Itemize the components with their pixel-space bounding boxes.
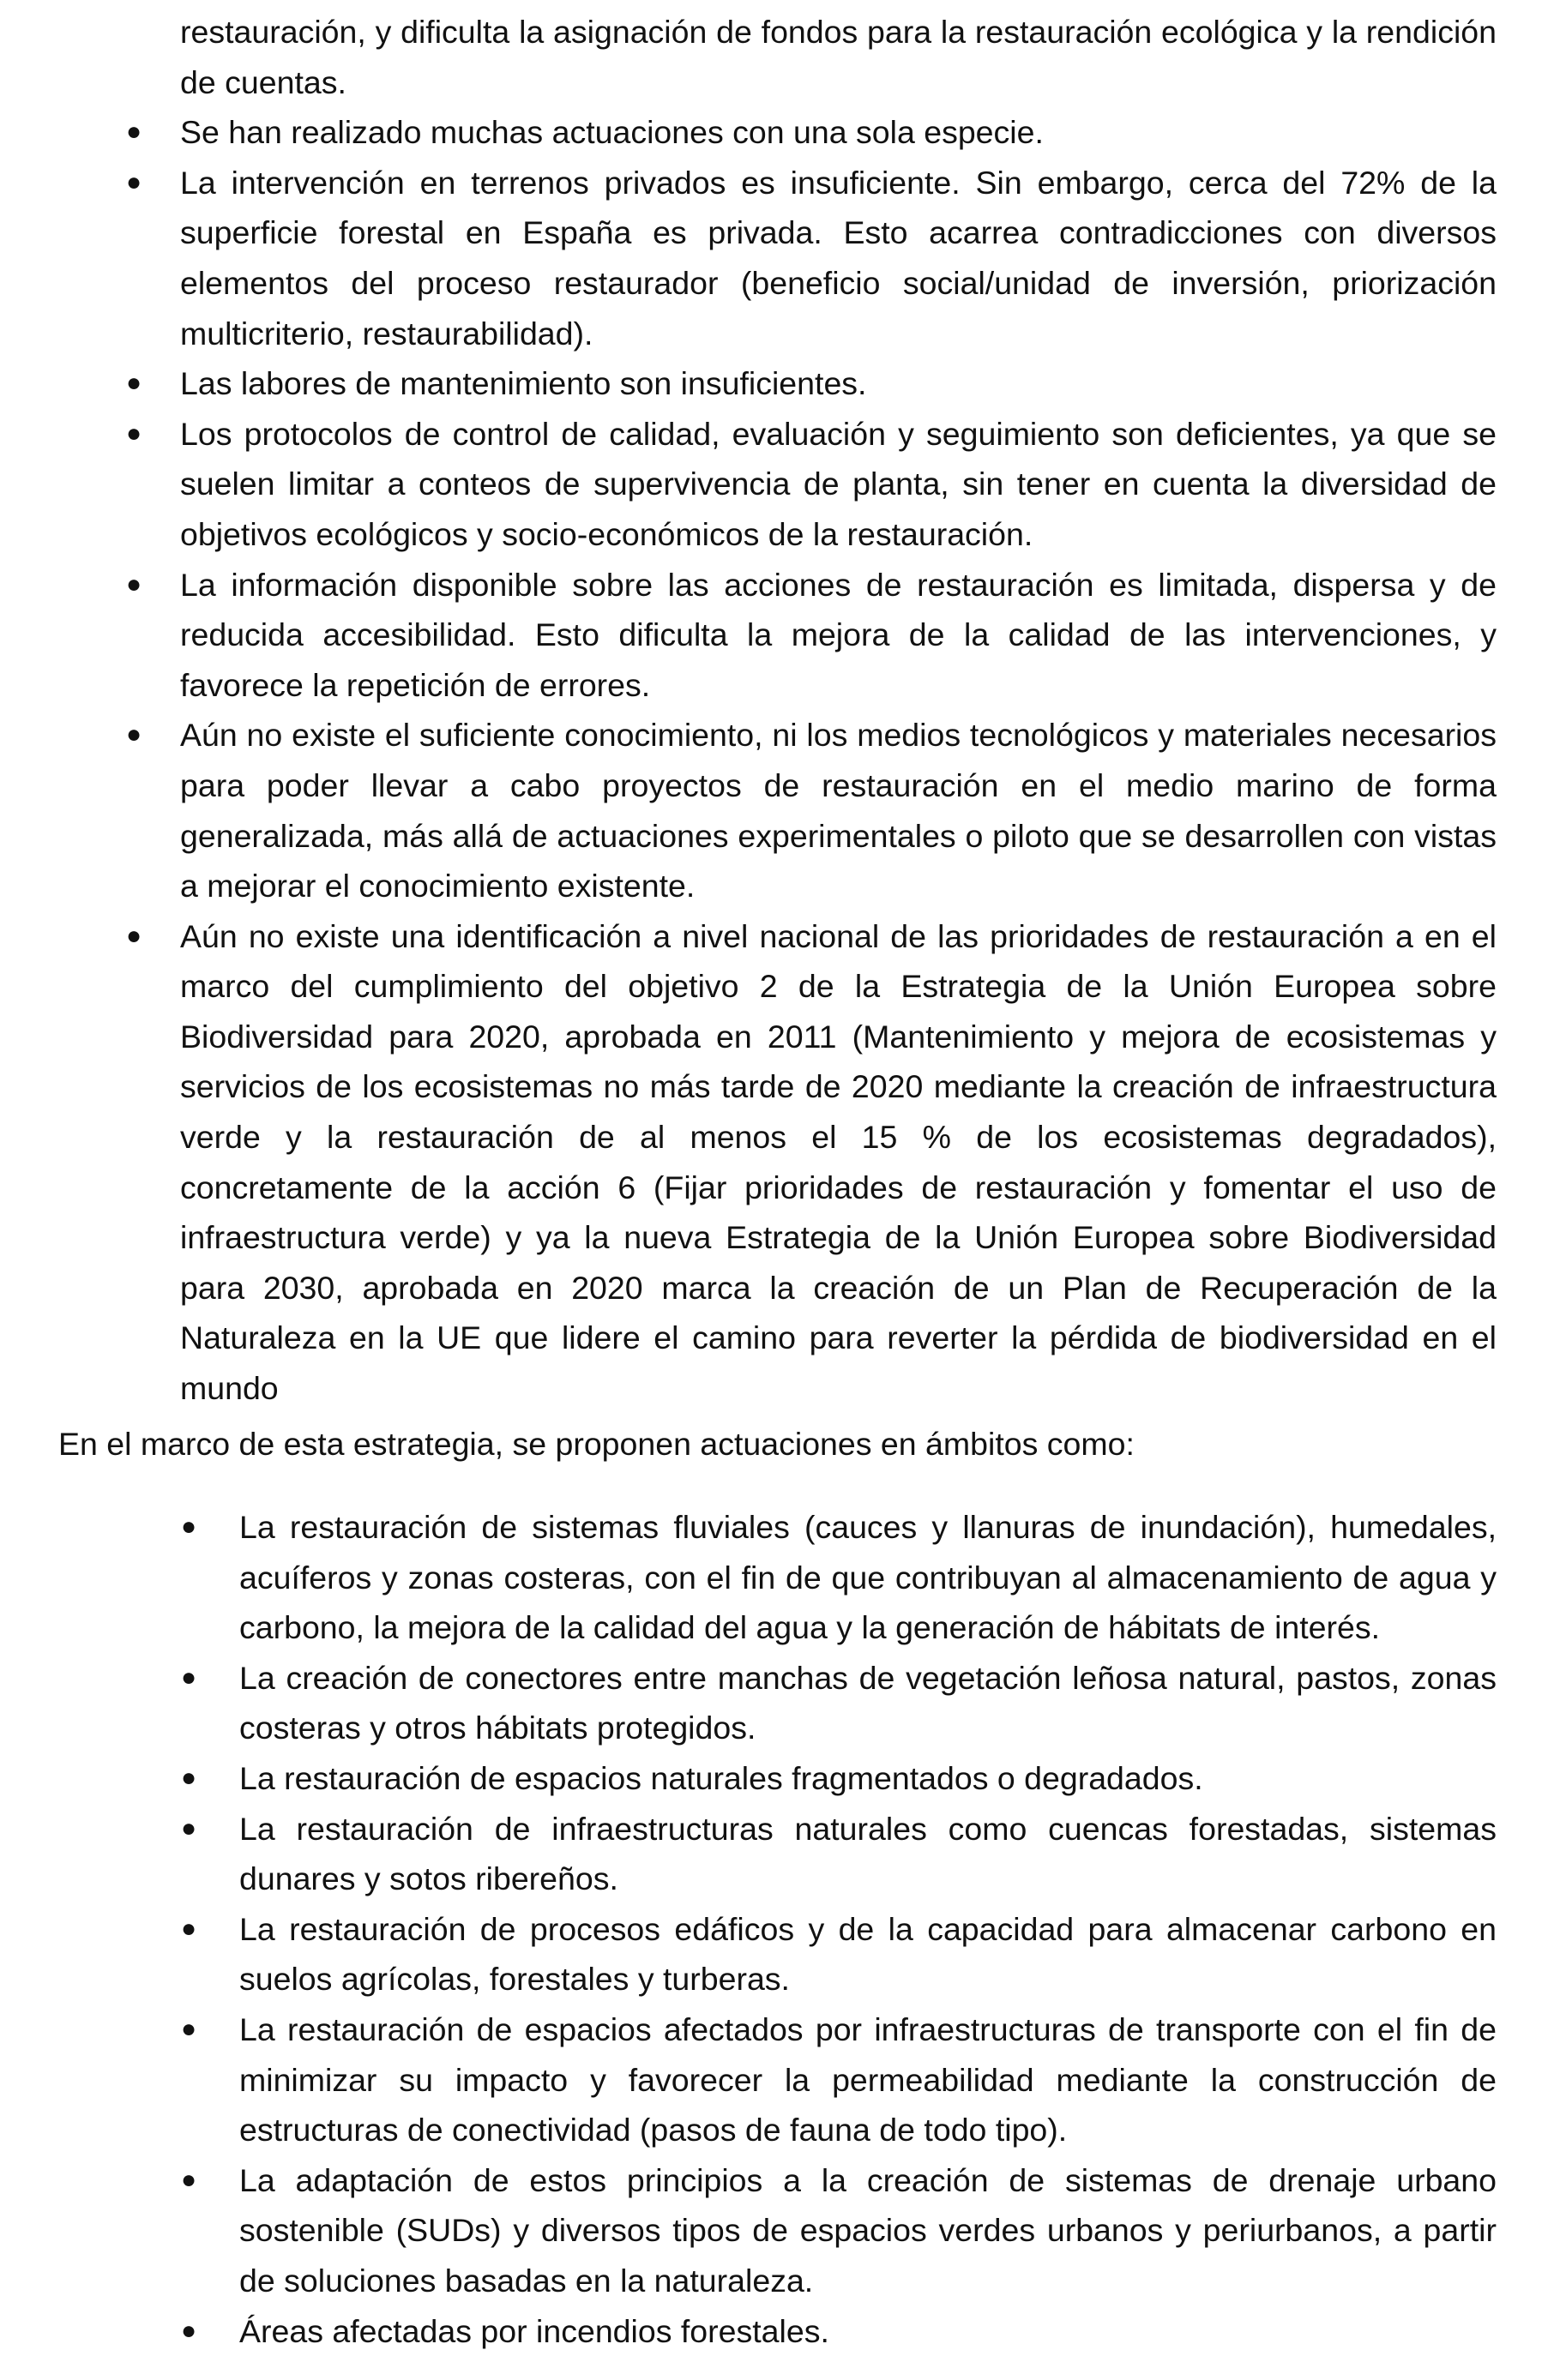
list-item-text: La restauración de espacios afectados por infraestructuras de transporte con el fin de minimizar su impacto y favorecer la permeabilidad mediante la construcción de estructuras de conectividad (pasos de fauna de todo tipo).: [239, 2010, 1497, 2149]
list-item: [181, 1804, 1497, 1904]
list-item-text: Se han realizado muchas actuaciones con una sola especie.: [180, 114, 1044, 151]
list-item-text: Áreas afectadas por incendios forestales.: [239, 2312, 829, 2349]
bullet-icon: ●: [181, 1763, 197, 1792]
list-item-text: La restauración de procesos edáficos y de la capacidad para almacenar carbono en suelos agrícolas, forestales y turberas.: [239, 1910, 1497, 1998]
list-item-text: La creación de conectores entre manchas de vegetación leñosa natural, pastos, zonas costeras y otros hábitats protegidos.: [239, 1659, 1497, 1746]
list-item-text: La adaptación de estos principios a la creación de sistemas de drenaje urbano sostenible (SUDs) y diversos tipos de espacios verdes urbanos y periurbanos, a partir de soluciones basadas en la naturaleza.: [239, 2161, 1497, 2299]
bullet-icon: ●: [181, 2316, 197, 2345]
bullet-icon: ●: [126, 117, 142, 147]
list-item-text: Aún no existe una identificación a nivel nacional de las prioridades de restauración a en el marco del cumplimiento del objetivo 2 de la Estrategia de la Unión Europea sobre Biodiversidad para 2020, aprobada en 2011 (Mantenimiento y mejora de ecosistemas y servicios de los ecosistemas no más tarde de 2020 mediante la creación de infraestructura verde y la restauración de al menos el 15 % de los ecosistemas degradados), concretamente de la acción 6 (Fijar prioridades de restauración y fomentar el uso de infraestructura verde) y ya la nueva Estrategia de la Unión Europea sobre Biodiversidad para 2030, aprobada en 2020 marca la creación de un Plan de Recuperación de la Naturaleza en la UE que lidere el camino para reverter la pérdida de biodiversidad en el mundo: [180, 917, 1497, 1407]
list-item-continuation: [180, 7, 1497, 107]
bullet-icon: ●: [181, 2014, 197, 2043]
bullet-icon: ●: [181, 1813, 197, 1842]
list-item: [181, 2004, 1497, 2155]
bullet-icon: ●: [126, 720, 142, 749]
list-item-text: La intervención en terrenos privados es insuficiente. Sin embargo, cerca del 72% de la superficie forestal en España es privada. Esto acarrea contradicciones con diversos elementos del proceso restaurador (beneficio social/unidad de inversión, priorización multicriterio, restaurabilidad).: [180, 164, 1497, 352]
bullet-icon: ●: [181, 1914, 197, 1943]
list-item: [181, 2306, 1497, 2357]
list-item: [126, 358, 1497, 409]
list-item: [181, 2155, 1497, 2306]
list-item: [181, 1653, 1497, 1753]
list-item: [181, 1904, 1497, 2004]
list-item-text: La restauración de infraestructuras naturales como cuencas forestadas, sistemas dunares y sotos ribereños.: [239, 1810, 1497, 1897]
list-item: [126, 560, 1497, 711]
bullet-icon: ●: [181, 1662, 197, 1692]
list-item-text: Las labores de mantenimiento son insuficientes.: [180, 365, 867, 402]
list-item-text: La restauración de espacios naturales fragmentados o degradados.: [239, 1759, 1203, 1796]
list-item: [126, 911, 1497, 1414]
actions-list: [181, 1502, 1497, 2356]
list-item: [181, 1753, 1497, 1804]
list-item-text: Aún no existe el suficiente conocimiento, ni los medios tecnológicos y materiales necesarios para poder llevar a cabo proyectos de restauración en el medio marino de forma generalizada, más allá de actuaciones experimentales o piloto que se desarrollen con vistas a mejorar el conocimiento existente.: [180, 717, 1497, 905]
problems-list: [126, 7, 1497, 1414]
list-item-text: La restauración de sistemas fluviales (cauces y llanuras de inundación), humedales, acuíferos y zonas costeras, con el fin de que contribuyan al almacenamiento de agua y carbono, la mejora de la calidad del agua y la generación de hábitats de interés.: [239, 1509, 1497, 1646]
list-item: [126, 158, 1497, 358]
bullet-icon: ●: [126, 167, 142, 196]
list-item: [181, 1502, 1497, 1653]
bullet-icon: ●: [181, 1512, 197, 1541]
bullet-icon: ●: [126, 921, 142, 950]
bullet-icon: ●: [126, 369, 142, 398]
bullet-icon: ●: [181, 2165, 197, 2194]
list-item: [126, 710, 1497, 911]
intro-paragraph: En el marco de esta estrategia, se proponen actuaciones en ámbitos como:: [58, 1426, 1135, 1462]
list-item-text: Los protocolos de control de calidad, evaluación y seguimiento son deficientes, ya que se suelen limitar a conteos de supervivencia de planta, sin tener en cuenta la diversidad de objetivos ecológicos y socio-económicos de la restauración.: [180, 415, 1497, 552]
list-item-text: restauración, y dificulta la asignación de fondos para la restauración ecológica y la rendición de cuentas.: [180, 14, 1497, 100]
bullet-icon: ●: [126, 418, 142, 448]
list-item: [126, 409, 1497, 560]
list-item-text: La información disponible sobre las acciones de restauración es limitada, dispersa y de reducida accesibilidad. Esto dificulta la mejora de la calidad de las intervenciones, y favorece la repetición de errores.: [180, 566, 1497, 703]
bullet-icon: ●: [126, 569, 142, 598]
list-item: [126, 107, 1497, 158]
